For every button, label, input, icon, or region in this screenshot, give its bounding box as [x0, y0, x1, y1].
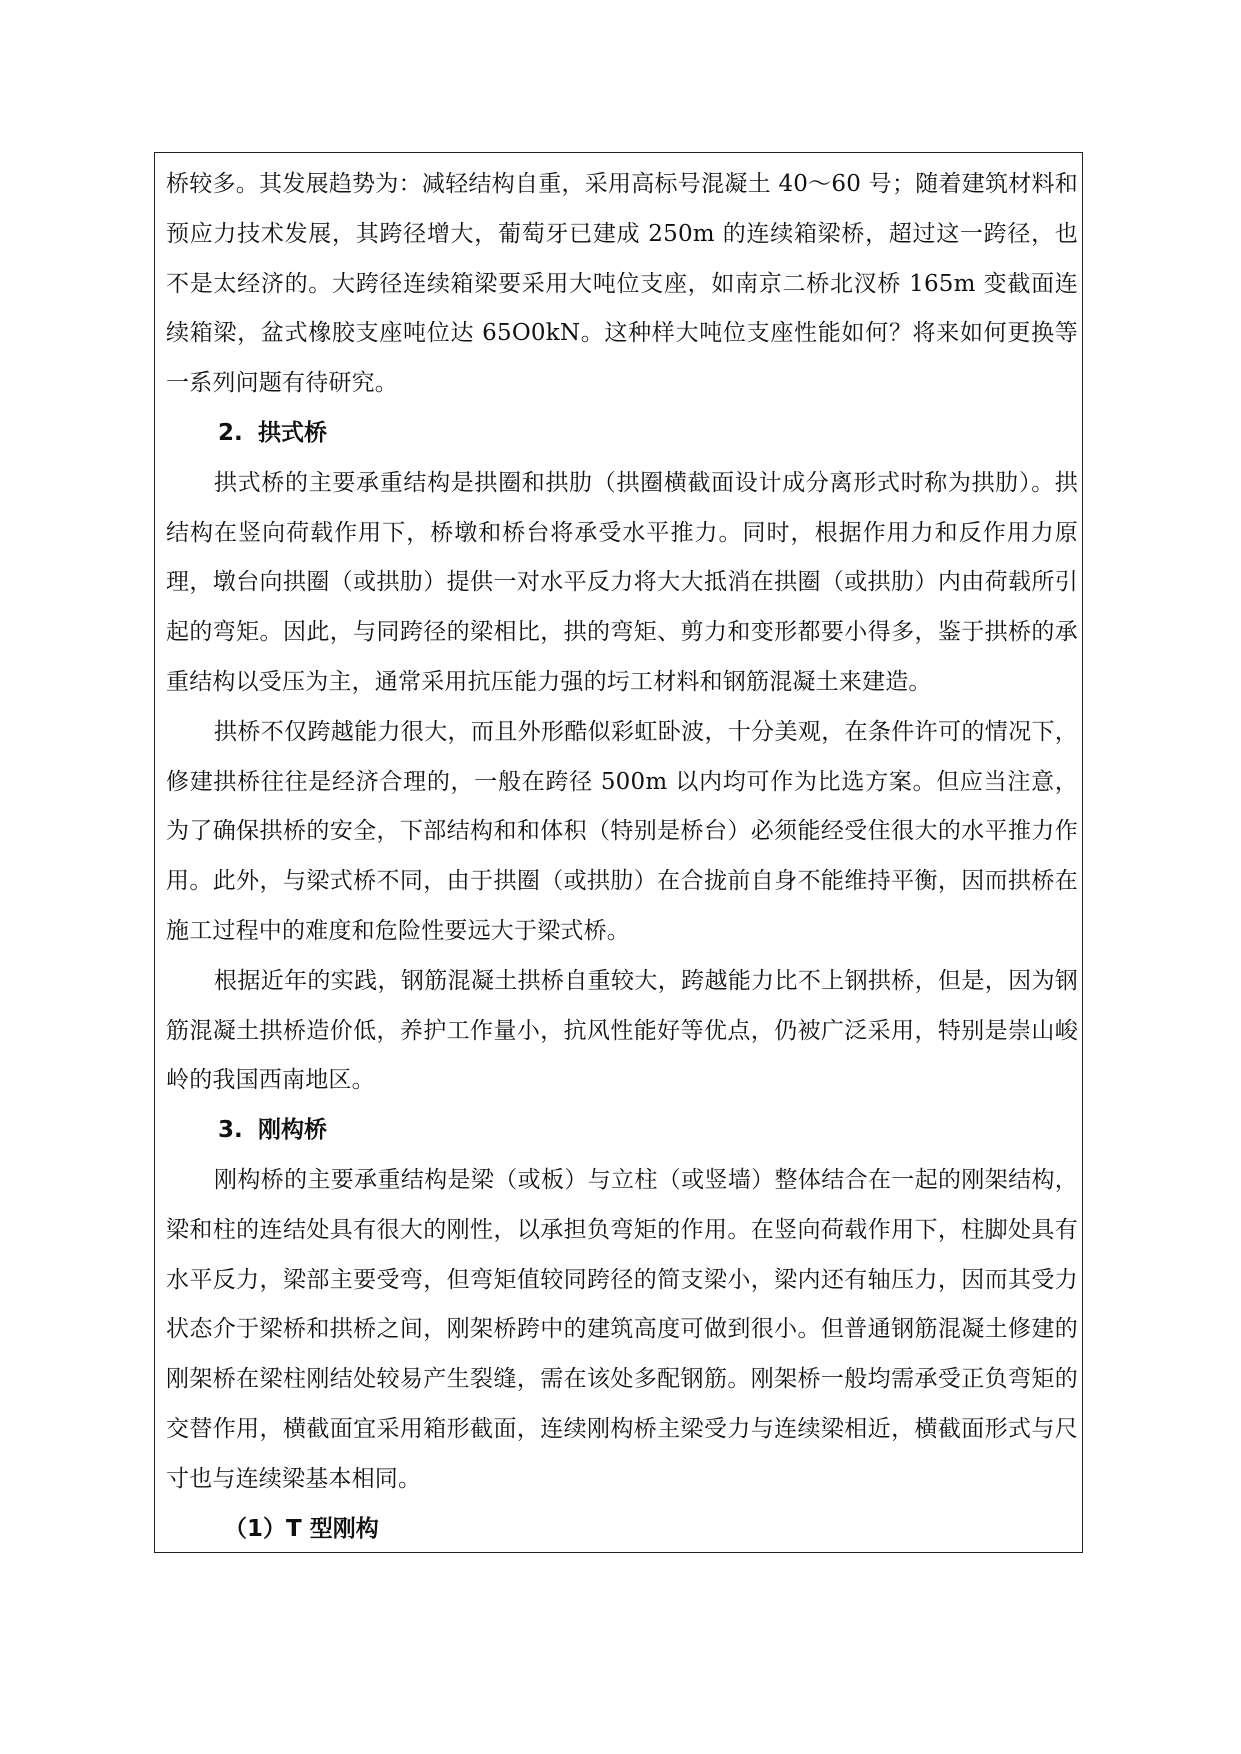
section-heading — [166, 1106, 1078, 1156]
section-heading — [166, 409, 1078, 459]
subsection-heading: （1）T 型刚构 — [224, 1515, 379, 1542]
paragraph: 拱式桥的主要承重结构是拱圈和拱肋（拱圈横截面设计成分离形式时称为拱肋）。拱结构在竖向荷载作用下，桥墩和桥台将承受水平推力。同时，根据作用力和反作用力原理，墩台向拱圈（或拱肋）提供一对水平反力将大大抵消在拱圈（或拱肋）内由荷载所引起的弯矩。因此，与同跨径的梁相比，拱的弯矩、剪力和变形都要小得多，鉴于拱桥的承重结构以受压为主，通常采用抗压能力强的圬工材料和钢筋混凝土来建造。 — [166, 469, 1078, 695]
paragraph: 根据近年的实践，钢筋混凝土拱桥自重较大，跨越能力比不上钢拱桥，但是，因为钢筋混凝土拱桥造价低，养护工作量小，抗风性能好等优点，仍被广泛采用，特别是崇山峻岭的我国西南地区。 — [166, 967, 1078, 1094]
section-number: 2. — [218, 419, 243, 446]
paragraph: 刚构桥的主要承重结构是梁（或板）与立柱（或竖墙）整体结合在一起的刚架结构，梁和柱的连结处具有很大的刚性，以承担负弯矩的作用。在竖向荷载作用下，柱脚处具有水平反力，梁部主要受弯，但弯矩值较同跨径的简支梁小，梁内还有轴压力，因而其受力状态介于梁桥和拱桥之间，刚架桥跨中的建筑高度可做到很小。但普通钢筋混凝土修建的刚架桥在梁柱刚结处较易产生裂缝，需在该处多配钢筋。刚架桥一般均需承受正负弯矩的交替作用，横截面宜采用箱形截面，连续刚构桥主梁受力与连续梁相近，横截面形式与尺寸也与连续梁基本相同。 — [166, 1166, 1078, 1492]
paragraph: 拱桥不仅跨越能力很大，而且外形酷似彩虹卧波，十分美观，在条件许可的情况下，修建拱桥往往是经济合理的，一般在跨径 500m 以内均可作为比选方案。但应当注意，为了确保拱桥的安全，下部结构和和体积（特别是桥台）必须能经受住很大的水平推力作用。此外，与梁式桥不同，由于拱圈（或拱肋）在合拢前自身不能维持平衡，因而拱桥在施工过程中的难度和危险性要远大于梁式桥。 — [166, 718, 1078, 944]
document-body — [166, 160, 1078, 1554]
paragraph: 桥较多。其发展趋势为：减轻结构自重，采用高标号混凝土 40～60 号；随着建筑材料和预应力技术发展，其跨径增大，葡萄牙已建成 250m 的连续箱梁桥，超过这一跨径，也不是太经济的。大跨径连续箱梁要采用大吨位支座，如南京二桥北汊桥 165m 变截面连续箱梁，盆式橡胶支座吨位达 65O0kN。这种样大吨位支座性能如何？将来如何更换等一系列问题有待研究。 — [166, 171, 1078, 397]
section-title: 刚构桥 — [258, 1117, 327, 1144]
section-number: 3. — [218, 1117, 243, 1144]
section-title: 拱式桥 — [258, 419, 327, 446]
